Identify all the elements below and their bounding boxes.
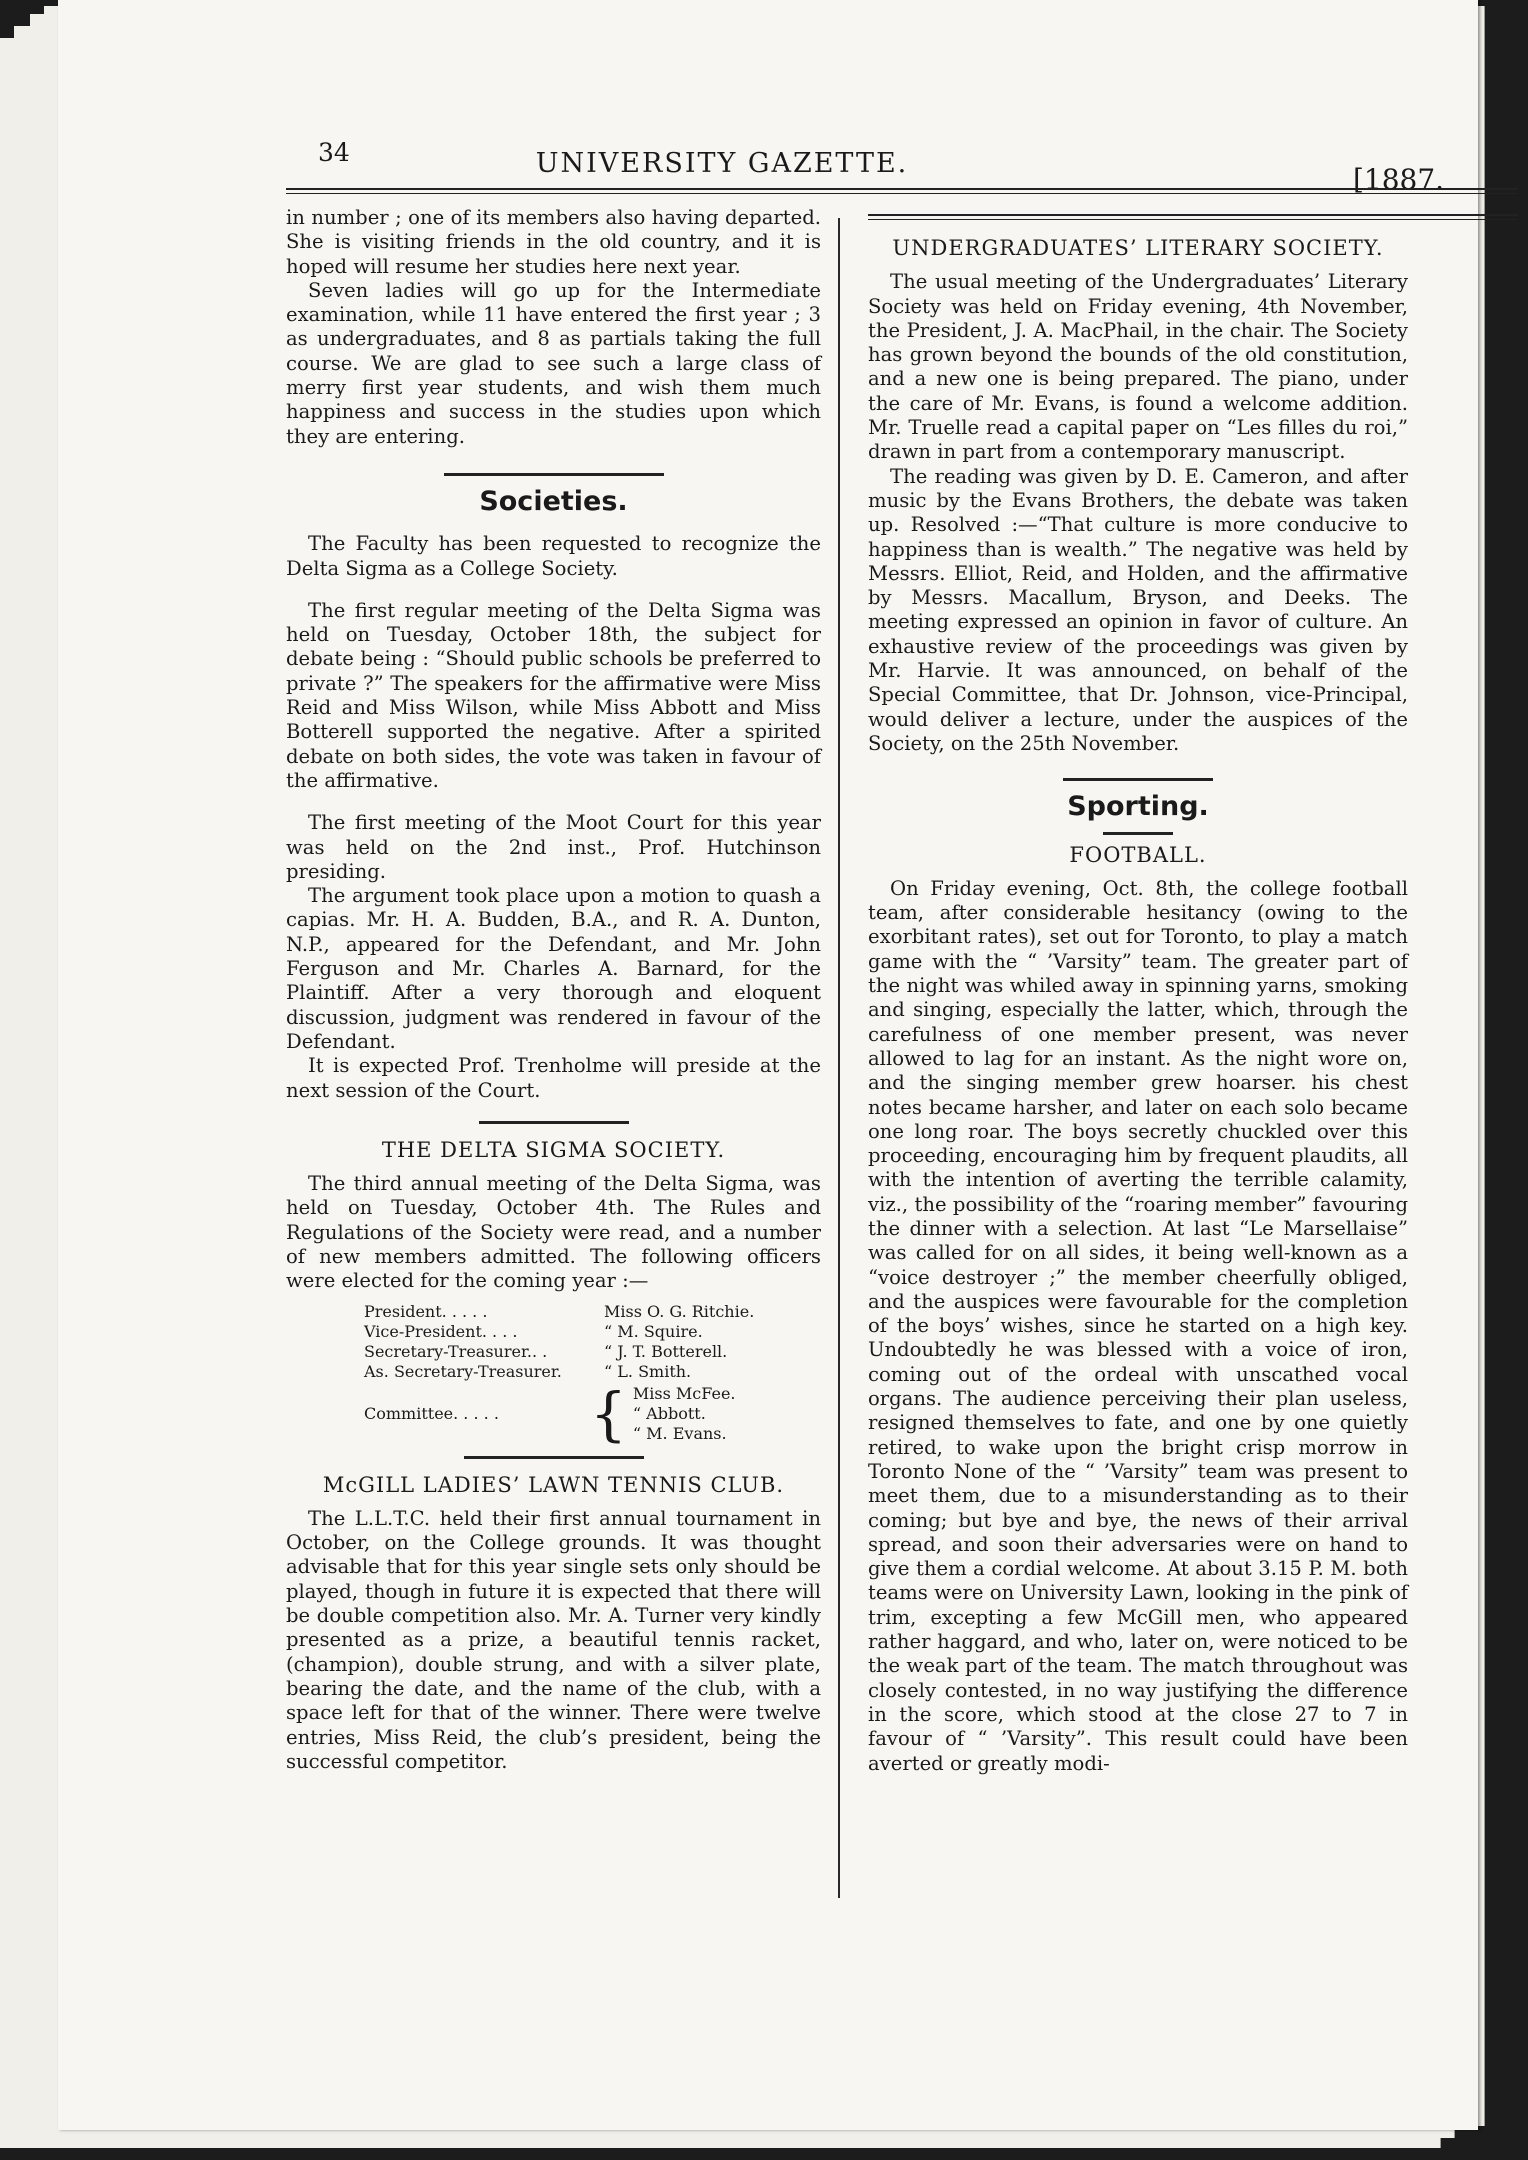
section-rule [1063,778,1213,781]
section-rule [464,1456,644,1459]
column-divider [838,218,840,1898]
paragraph: in number ; one of its members also having departed. She is visiting friends in the old country, and it is hoped will resume her studies here next year. [286,206,821,278]
section-title-literary: UNDERGRADUATES’ LITERARY SOCIETY. [892,236,1384,260]
paragraph: The third annual meeting of the Delta Sigma, was held on Tuesday, October 4th. The Rules and Regulations of the Society were read, and a number of new members admitted. The following officers were elected for the coming year :— [286,1172,821,1293]
officer-role: Vice-President. . . . [364,1321,518,1341]
paragraph: Seven ladies will go up for the Intermediate examination, while 11 have entered the first year ; 3 as undergraduates, and 8 as partials taking the full course. We are glad to see such a large class of merry first year students, and wish them much happiness and success in the studies upon which they are entering. [286,278,821,448]
section-title-societies: Societies. [479,485,628,517]
officer-role: Secretary-Treasurer.. . [364,1341,548,1361]
paragraph: The first regular meeting of the Delta Sigma was held on Tuesday, October 18th, the subject for debate being : “Should public schools be preferred to private ?” The speakers for the affirmative were Miss Reid and Miss Wilson, while Miss Abbott and Miss Botterell supported the negative. After a spirited debate on both sides, the vote was taken in favour of the affirmative. [286,598,821,792]
officer-name: “ L. Smith. [604,1361,692,1381]
committee-member: “ M. Evans. [632,1423,727,1443]
officer-name: “ J. T. Botterell. [604,1341,728,1361]
paragraph: On Friday evening, Oct. 8th, the college football team, after considerable hesitancy (owing to the exorbitant rates), set out for Toronto, to play a match game with the “ ’Varsity” team. The greater part of the night was whiled away in spinning yarns, smoking and singing, especially the latter, which, through the carefulness of one member present, was never allowed to lag for an instant. As the night wore on, and the singing member grew hoarser. his chest notes became harsher, and later on each solo became one long roar. The boys secretly chuckled over this proceeding, encouraging him by frequent plaudits, all with the intention of averting the terrible calamity, viz., the possibility of the “roaring member” favouring the dinner with a selection. At last “Le Marsellaise” was called for on all sides, it being well-known as a “voice destroyer ;” the member cheerfully obliged, and the auspices were favourable for the completion of the boys’ wishes, since he started on a high key. Undoubtedly he was blessed with a voice of iron, coming out of the ordeal with unscathed vocal organs. The audience perceiving their plan useless, resigned themselves to fate, and one by one quietly retired, to wake upon the bright crisp morrow in Toronto None of the “ ’Varsity” team was present to meet them, due to a misunderstanding as to their coming; but bye and bye, the news of their arrival spread, and soon their adversaries were on hand to give them a cordial welcome. At about 3.15 P. M. both teams were on University Lawn, looking in the pink of trim, excepting a few McGill men, who appeared rather haggard, and who, later on, were noticed to be the weak part of the team. The match throughout was closely contested, in no way justifying the difference in the score, which stood at the close 27 to 7 in favour of “ ’Varsity”. This result could have been averted or greatly modi- [868,876,1408,1775]
officer-row [364,1362,821,1382]
brace-glyph: { [590,1379,627,1448]
right-column [868,236,1408,1776]
paragraph: The reading was given by D. E. Cameron, and after music by the Evans Brothers, the debate was taken up. Resolved :—“That culture is more conducive to happiness than is wealth.” The negative was held by Messrs. Elliot, Reid, and Holden, and the affirmative by Messrs. Macallum, Bryson, and Deeks. The meeting expressed an opinion in favor of culture. An exhaustive review of the proceedings was given by Mr. Harvie. It was announced, on behalf of the Special Committee, that Dr. Johnson, vice-Principal, would deliver a lecture, under the auspices of the Society, on the 25th November. [868,464,1408,755]
officer-row [364,1342,821,1362]
committee-row [364,1379,821,1448]
paragraph: The first meeting of the Moot Court for this year was held on the 2nd inst., Prof. Hutchinson presiding. [286,811,821,883]
section-title-delta-sigma: THE DELTA SIGMA SOCIETY. [381,1137,726,1162]
gazette-page [58,0,1478,2130]
section-title-tennis: McGILL LADIES’ LAWN TENNIS CLUB. [322,1472,785,1497]
officer-role: As. Secretary-Treasurer. [364,1361,562,1381]
committee-label: Committee. . . . . [364,1403,499,1423]
section-rule [479,1121,629,1124]
officer-row [364,1302,821,1322]
committee-members [633,1384,736,1444]
page-year: [1887. [1353,163,1445,196]
paragraph: The usual meeting of the Undergraduates’ Literary Society was held on Friday evening, 4th November, the President, J. A. MacPhail, in the chair. The Society has grown beyond the bounds of the old constitution, and a new one is being prepared. The piano, under the care of Mr. Evans, is found a welcome addition. Mr. Truelle read a capital paper on “Les filles du roi,” drawn in part from a contemporary manuscript. [868,270,1408,464]
page-title: UNIVERSITY GAZETTE. [535,148,909,179]
page-number: 34 [318,138,350,167]
paragraph: The argument took place upon a motion to quash a capias. Mr. H. A. Budden, B.A., and R. A. Dunton, N.P., appeared for the Defendant, and Mr. John Ferguson and Mr. Charles A. Barnard, for the Plaintiff. After a very thorough and eloquent discussion, judgment was rendered in favour of the Defendant. [286,884,821,1053]
section-title-football: FOOTBALL. [1069,842,1207,867]
paragraph: The Faculty has been requested to recognize the Delta Sigma as a College Society. [286,532,821,580]
header-rule-right [868,214,1518,220]
committee-member: Miss McFee. [632,1383,736,1403]
section-rule [1103,832,1173,835]
header-rule [286,188,1518,194]
left-column [286,206,821,1774]
section-title-sporting: Sporting. [1067,791,1209,823]
officer-role: President. . . . . [364,1301,488,1321]
officers-list [364,1301,821,1448]
officer-row [364,1322,821,1342]
paragraph: The L.L.T.C. held their first annual tournament in October, on the College grounds. It was thought advisable that for this year single sets only should be played, though in future it is expected that there will be double competition also. Mr. A. Turner very kindly presented as a prize, a beautiful tennis racket, (champion), double strung, and with a silver plate, bearing the date, and the name of the club, with a space left for that of the winner. There were twelve entries, Miss Reid, the club’s president, being the successful competitor. [286,1506,821,1773]
committee-member: “ Abbott. [632,1403,706,1423]
officer-name: Miss O. G. Ritchie. [604,1301,755,1321]
paragraph: It is expected Prof. Trenholme will preside at the next session of the Court. [286,1054,821,1102]
section-rule [444,473,664,476]
officer-name: “ M. Squire. [604,1321,703,1341]
